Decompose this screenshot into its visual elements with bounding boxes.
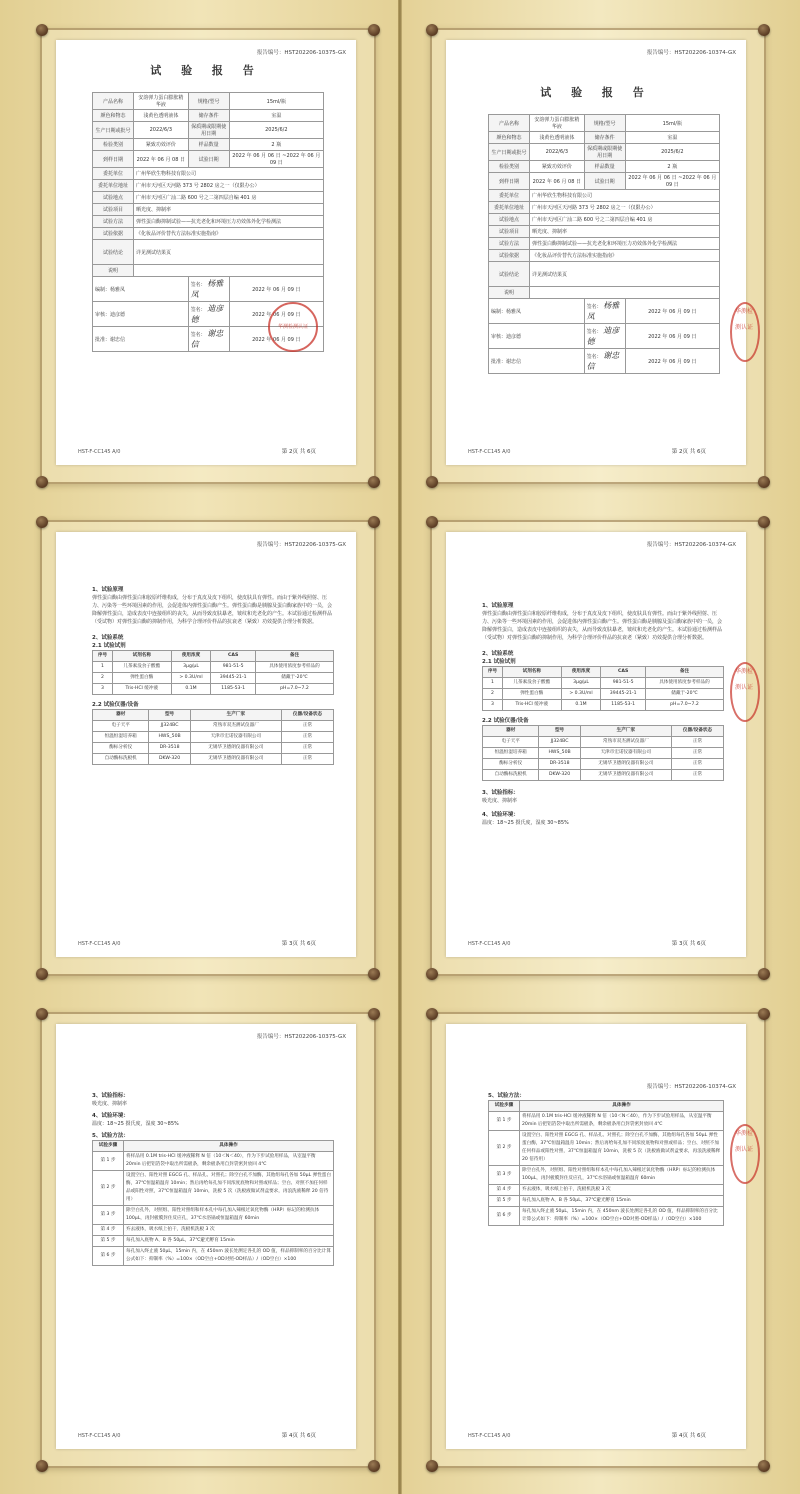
info-key: 规格/型号 xyxy=(188,93,229,110)
info-key: 试验项目 xyxy=(93,204,134,216)
screw-icon xyxy=(426,1460,438,1472)
screw-icon xyxy=(368,476,380,488)
table-row: 2 弹性蛋白酶 > 0.3U/ml 39445-21-1 储藏于-20℃ xyxy=(93,673,334,684)
display-frame xyxy=(40,1012,376,1468)
paragraph: 弹性蛋白酶由弹性蛋白和胶原纤维构成，分布于真皮及皮下组织，使皮肤具有弹性。而由于紫外线照射、压力、污染等一些环境因素的作用，会促进体内弹性蛋白酶产生。弹性蛋白酶是胰腺及蛋白酶家族中的一员，会降解弹性蛋白，造成表皮中连接组织的丧失，从而导致皮肤暴老，皱纹和光老化的产生。本试验通过检测样品（受试物）对弹性蛋白酶的抑制作用，为科学合理评价样品的抗衰老（紧致）功效提供合理分析数据。 xyxy=(92,595,333,625)
info-value: 15ml/瓶 xyxy=(229,93,323,110)
screw-icon xyxy=(426,1008,438,1020)
table-row: 电子天平 JJ324BC 常熟市双杰测试仪器厂 正常 xyxy=(483,737,724,748)
info-key: 试验依据 xyxy=(93,228,134,240)
display-frame xyxy=(40,28,376,484)
info-key: 样品数量 xyxy=(188,139,229,151)
report-page xyxy=(446,532,754,957)
subsection-heading: 2.2 试验仪器/设备 xyxy=(92,702,139,708)
report-page xyxy=(56,532,356,957)
screw-icon xyxy=(368,24,380,36)
info-value: 安韵弹力蛋白膨胀精华液 xyxy=(134,93,189,110)
sign-role: 批准：谢忠信 xyxy=(93,327,189,352)
footer-code: HST-F-CC145 A/0 xyxy=(468,449,511,455)
page-number: 第 4页 共 6页 xyxy=(671,1433,706,1439)
official-stamp: 华测检测认证 xyxy=(730,1124,760,1184)
info-value: 晒光度、抑制率 xyxy=(134,204,324,216)
screw-icon xyxy=(426,476,438,488)
info-key: 到样日期 xyxy=(93,151,134,168)
table-row: 恒温恒湿培养箱 HWS_50B 天津市宏诺仪器有限公司 正常 xyxy=(93,732,334,743)
info-key: 试验结论 xyxy=(93,240,134,265)
signature: 迪彦德 xyxy=(190,304,224,324)
signature: 杨雅凤 xyxy=(190,279,224,299)
signature: 谢忠信 xyxy=(586,351,620,371)
signature: 迪彦德 xyxy=(586,326,620,346)
table-row: 第 5 步 每孔加入底物 A、B 各 50μL，37℃避光孵育 15min xyxy=(489,1196,724,1207)
info-key: 试验方法 xyxy=(93,216,134,228)
page-number: 第 2页 共 6页 xyxy=(281,449,316,455)
screw-icon xyxy=(368,516,380,528)
reagent-table: 序号 试剂名称 使用浓度 CAS 备注 1 儿茶素没食子酸酯 3μg/μL 981-51-5 具体使用浓度参考样品的 2 弹性蛋白酶 > 0.3U/ml 39445-21-1 储藏于-20℃ 3 Tris-HCl 缓冲液 0.1M 1185-53-1 pH=7.0~7.2 xyxy=(482,666,724,711)
info-key: 委托单位地址 xyxy=(93,180,134,192)
table-row: 2 弹性蛋白酶 > 0.3U/ml 39445-21-1 储藏于-20℃ xyxy=(483,689,724,700)
table-row: 第 1 步 将样品用 0.1M tris-HCl 缓冲液稀释 N 倍（10＜N＜40），作为下步试验用样品，从室温平衡 20min 后把铝箔袋中取出所需板条，剩余板条用自封袋密封放回 4℃ xyxy=(93,1152,334,1171)
table-row: 3 Tris-HCl 缓冲液 0.1M 1185-53-1 pH=7.0~7.2 xyxy=(483,700,724,711)
table-row: 自动酶标洗板机 DKW-320 无锡华卫德朗仪器有限公司 正常 xyxy=(93,754,334,765)
sign-label: 签名： 迪彦德 xyxy=(188,302,229,327)
info-value: 广州市天河区天河路 373 号 2802 房之一（仅限办公） xyxy=(134,180,324,192)
info-value: 2022/6/3 xyxy=(134,122,189,139)
section-heading: 1、试验原理 xyxy=(92,587,124,593)
screw-icon xyxy=(758,516,770,528)
info-key: 试验地点 xyxy=(93,192,134,204)
table-row: 第 4 步 弃去液体，吸水纸上拍干，洗板机洗板 3 次 xyxy=(93,1225,334,1236)
footer-code: HST-F-CC145 A/0 xyxy=(468,1433,511,1439)
display-frame xyxy=(430,1012,766,1468)
table-row: 第 4 步 弃去液体，吸水纸上拍干，洗板机洗板 3 次 xyxy=(489,1185,724,1196)
table-row: 电子天平 JJ324BC 常熟市双杰测试仪器厂 正常 xyxy=(93,721,334,732)
report-number: 报告编号：HST202206-10374-GX xyxy=(646,50,736,56)
sign-label: 签名： 谢忠信 xyxy=(188,327,229,352)
info-value: 室温 xyxy=(229,110,323,122)
info-key: 试验日期 xyxy=(188,151,229,168)
screw-icon xyxy=(426,968,438,980)
table-row: 3 Tris-HCl 缓冲液 0.1M 1185-53-1 pH=7.0~7.2 xyxy=(93,684,334,695)
info-value: 2022 年 06 月 08 日 xyxy=(134,151,189,168)
report-page xyxy=(446,40,754,465)
info-value: 《化妆品评价替代方法标准实施指南》 xyxy=(134,228,324,240)
method-step-table: 试验步骤 具体操作 第 1 步 将样品用 0.1M tris-HCl 缓冲液稀释 N 倍（10＜N＜40），作为下步试验用样品，从室温平衡 20min 后把铝箔袋中取出所需板条，剩余板条用自封袋密封放回 4℃ 第 2 步 设置空白、阳性对照 EGCG 孔、样品孔、对照孔；除空白孔不加酶，其他组每孔各加 50μL 弹性蛋白酶，37℃恒温箱温育 10min；然后再给每孔加不同浓度底物和对照或样品；空白、对照不加任何样品或阳性对照，37℃恒温箱温育 10min，洗板 5 次（洗板液做试剂盒要求，再浪洗液稀释 20 倍待用） 第 3 步 除空白孔外，对照组、阳性对照组和样本孔中每孔加入辣根过氧化物酶（HRP）标记的检测抗体 100μL，再封板膜封住反应孔，37℃水浴锅或恒温箱温育 60min 第 4 步 弃去液体，吸水纸上拍干，洗板机洗板 3 次 第 5 步 每孔加入底物 A、B 各 50μL，37℃避光孵育 15min 第 6 步 每孔加入终止液 50μL，15min 内，在 450nm 波长处测定各孔的 OD 值，样品抑制率的百分比计算公式如下：抑制率（%）=100×（OD空白+OD对照-OD样品）/（OD空白）×100 xyxy=(92,1140,334,1266)
reagent-table: 序号 试剂名称 使用浓度 CAS 备注 1 儿茶素没食子酸酯 3μg/μL 981-51-5 具体使用浓度参考样品的 2 弹性蛋白酶 > 0.3U/ml 39445-21-1 储藏于-20℃ 3 Tris-HCl 缓冲液 0.1M 1185-53-1 pH=7.0~7.2 xyxy=(92,650,334,695)
info-value: 2022 年 06 月 06 日 ~2022 年 06 月 09 日 xyxy=(229,151,323,168)
report-title: 试 验 报 告 xyxy=(150,64,262,77)
screw-icon xyxy=(426,24,438,36)
screw-icon xyxy=(368,1460,380,1472)
table-row: 第 6 步 每孔加入终止液 50μL，15min 内，在 450nm 波长处测定各孔的 OD 值，样品抑制率的百分比计算公式如下：抑制率（%）=100×（OD空白+OD对照-OD样品）/（OD空白）×100 xyxy=(93,1247,334,1266)
section-method: 5、试验方法： 试验步骤 具体操作 第 1 步 将样品用 0.1M tris-HCl 缓冲液稀释 N 倍（10＜N＜40），作为下步试验用样品，从室温平衡 20min 后把铝箔袋中取出所需板条，剩余板条用自封袋密封放回 4℃ 第 2 步 设置空白、阳性对照 EGCG 孔、样品孔、对照孔；除空白孔不加酶，其他组每孔各加 50μL 弹性蛋白酶，37℃恒温箱温育 10min；然后再给每孔加不同浓度底物和对照或样品；空白、对照不加任何样品或阳性对照，37℃恒温箱温育 10min，洗板 5 次（洗板液做试剂盒要求，再浪洗液稀释 20 倍待用） 第 3 步 除空白孔外，对照组、阳性对照组和样本孔中每孔加入辣根过氧化物酶（HRP）标记的检测抗体 100μL，再封板膜封住反应孔，37℃水浴锅或恒温箱温育 60min 第 4 步 弃去液体，吸水纸上拍干，洗板机洗板 3 次 第 5 步 每孔加入底物 A、B 各 50μL，37℃避光孵育 15min 第 6 步 每孔加入终止液 50μL，15min 内，在 450nm 波长处测定各孔的 OD 值，样品抑制率的百分比计算公式如下：抑制率（%）=100×（OD空白+OD对照-OD样品）/（OD空白）×100 xyxy=(488,1092,724,1226)
official-stamp: 华测检测认证 xyxy=(730,302,760,362)
info-value: 2025/6/2 xyxy=(229,122,323,139)
sign-label: 签名： 杨雅凤 xyxy=(188,277,229,302)
table-row: 第 6 步 每孔加入终止液 50μL，15min 内，在 450nm 波长处测定各孔的 OD 值，样品抑制率的百分比计算公式如下：抑制率（%）=100×（OD空白+OD对照-OD样品）/（OD空白）×100 xyxy=(489,1207,724,1226)
signature: 谢忠信 xyxy=(190,329,224,349)
page-number: 第 2页 共 6页 xyxy=(671,449,706,455)
sign-role: 审核：迪彦德 xyxy=(93,302,189,327)
info-value: 详见测试结果页 xyxy=(134,240,324,265)
info-key: 产品名称 xyxy=(93,93,134,110)
sign-date: 2022 年 06 月 09 日 xyxy=(229,302,323,327)
report-page xyxy=(56,1024,356,1449)
report-page xyxy=(56,40,356,465)
screw-icon xyxy=(758,1008,770,1020)
info-value xyxy=(134,265,324,277)
display-frame xyxy=(40,520,376,976)
table-row: 酶标分析仪 DR-3518 无锡华卫德朗仪器有限公司 正常 xyxy=(483,759,724,770)
official-stamp: 华测检测认证 xyxy=(268,302,318,352)
screw-icon xyxy=(758,1460,770,1472)
footer-code: HST-F-CC145 A/0 xyxy=(468,941,511,947)
info-value: 浅黄色透明液体 xyxy=(134,110,189,122)
page-number: 第 4页 共 6页 xyxy=(281,1433,316,1439)
info-value: 弹性蛋白酶抑制试验——抗光老化和环境压力功效体外化学检测法 xyxy=(134,216,324,228)
report-number: 报告编号：HST202206-10374-GX xyxy=(646,542,736,548)
display-frame xyxy=(430,520,766,976)
footer-code: HST-F-CC145 A/0 xyxy=(78,449,121,455)
footer-code: HST-F-CC145 A/0 xyxy=(78,941,121,947)
signature: 杨雅凤 xyxy=(586,301,620,321)
info-key: 储存条件 xyxy=(188,110,229,122)
screw-icon xyxy=(36,476,48,488)
report-number: 报告编号：HST202206-10375-GX xyxy=(256,1034,346,1040)
screw-icon xyxy=(758,24,770,36)
center-divider xyxy=(398,0,402,1494)
screw-icon xyxy=(36,1008,48,1020)
screw-icon xyxy=(758,476,770,488)
display-frame xyxy=(430,28,766,484)
section-method: 3、试验指标： 吸光度、抑制率 4、试验环境： 温度：18~25 摄氏度，湿度 30~85% 5、试验方法： 试验步骤 具体操作 第 1 步 将样品用 0.1M tris-HCl 缓冲液稀释 N 倍（10＜N＜40），作为下步试验用样品，从室温平衡 20min 后把铝箔袋中取出所需板条，剩余板条用自封袋密封放回 4℃ 第 2 步 设置空白、阳性对照 EGCG 孔、样品孔、对照孔；除空白孔不加酶，其他组每孔各加 50μL 弹性蛋白酶，37℃恒温箱温育 10min；然后再给每孔加不同浓度底物和对照或样品；空白、对照不加任何样品或阳性对照，37℃恒温箱温育 10min，洗板 5 次（洗板液做试剂盒要求，再浪洗液稀释 20 倍待用） 第 3 步 除空白孔外，对照组、阳性对照组和样本孔中每孔加入辣根过氧化物酶（HRP）标记的检测抗体 100μL，再封板膜封住反应孔，37℃水浴锅或恒温箱温育 60min 第 4 步 弃去液体，吸水纸上拍干，洗板机洗板 3 次 第 5 步 每孔加入底物 A、B 各 50μL，37℃避光孵育 15min 第 6 步 每孔加入终止液 50μL，15min 内，在 450nm 波长处测定各孔的 OD 值，样品抑制率的百分比计算公式如下：抑制率（%）=100×（OD空白+OD对照-OD样品）/（OD空白）×100 xyxy=(92,1092,334,1266)
info-key: 保质期或限期使用日期 xyxy=(188,122,229,139)
info-key: 说明 xyxy=(93,265,134,277)
table-row: 酶标分析仪 DR-3518 无锡华卫德朗仪器有限公司 正常 xyxy=(93,743,334,754)
table-row: 自动酶标洗板机 DKW-320 无锡华卫德朗仪器有限公司 正常 xyxy=(483,770,724,781)
table-row: 1 儿茶素没食子酸酯 3μg/μL 981-51-5 具体使用浓度参考样品的 xyxy=(93,662,334,673)
table-row: 第 3 步 除空白孔外，对照组、阳性对照组和样本孔中每孔加入辣根过氧化物酶（HRP）标记的检测抗体 100μL，再封板膜封住反应孔，37℃水浴锅或恒温箱温育 60min xyxy=(489,1166,724,1185)
info-value: 紧致功效评价 xyxy=(134,139,189,151)
section-principle xyxy=(92,586,334,765)
table-row: 1 儿茶素没食子酸酯 3μg/μL 981-51-5 具体使用浓度参考样品的 xyxy=(483,678,724,689)
table-row: 恒温恒湿培养箱 HWS_50B 天津市宏诺仪器有限公司 正常 xyxy=(483,748,724,759)
info-value: 广州华欣生物科技有限公司 xyxy=(134,168,324,180)
screw-icon xyxy=(368,1008,380,1020)
info-value: 广州市天河区广汕二路 600 号之二第四层自编 401 房 xyxy=(134,192,324,204)
info-key: 生产日期或批号 xyxy=(93,122,134,139)
screw-icon xyxy=(36,1460,48,1472)
screw-icon xyxy=(426,516,438,528)
info-key: 检验类别 xyxy=(93,139,134,151)
table-row: 第 2 步 设置空白、阳性对照 EGCG 孔、样品孔、对照孔；除空白孔不加酶，其他组每孔各加 50μL 弹性蛋白酶，37℃恒温箱温育 10min；然后再给每孔加不同浓度底物和对照或样品；空白、对照不加任何样品或阳性对照，37℃恒温箱温育 10min，洗板 5 次（洗板液做试剂盒要求，再浪洗液稀释 20 倍待用） xyxy=(489,1131,724,1166)
info-value: 2 瓶 xyxy=(229,139,323,151)
method-step-table: 试验步骤 具体操作 第 1 步 将样品用 0.1M tris-HCl 缓冲液稀释 N 倍（10＜N＜40），作为下步试验用样品，从室温平衡 20min 后把铝箔袋中取出所需板条，剩余板条用自封袋密封放回 4℃ 第 2 步 设置空白、阳性对照 EGCG 孔、样品孔、对照孔；除空白孔不加酶，其他组每孔各加 50μL 弹性蛋白酶，37℃恒温箱温育 10min；然后再给每孔加不同浓度底物和对照或样品；空白、对照不加任何样品或阳性对照，37℃恒温箱温育 10min，洗板 5 次（洗板液做试剂盒要求，再浪洗液稀释 20 倍待用） 第 3 步 除空白孔外，对照组、阳性对照组和样本孔中每孔加入辣根过氧化物酶（HRP）标记的检测抗体 100μL，再封板膜封住反应孔，37℃水浴锅或恒温箱温育 60min 第 4 步 弃去液体，吸水纸上拍干，洗板机洗板 3 次 第 5 步 每孔加入底物 A、B 各 50μL，37℃避光孵育 15min 第 6 步 每孔加入终止液 50μL，15min 内，在 450nm 波长处测定各孔的 OD 值，样品抑制率的百分比计算公式如下：抑制率（%）=100×（OD空白+OD对照-OD样品）/（OD空白）×100 xyxy=(488,1100,724,1226)
info-key: 委托单位 xyxy=(93,168,134,180)
screw-icon xyxy=(36,516,48,528)
screw-icon xyxy=(368,968,380,980)
table-row: 第 2 步 设置空白、阳性对照 EGCG 孔、样品孔、对照孔；除空白孔不加酶，其他组每孔各加 50μL 弹性蛋白酶，37℃恒温箱温育 10min；然后再给每孔加不同浓度底物和对照或样品；空白、对照不加任何样品或阳性对照，37℃恒温箱温育 10min，洗板 5 次（洗板液做试剂盒要求，再浪洗液稀释 20 倍待用） xyxy=(93,1171,334,1206)
report-page xyxy=(446,1024,754,1449)
report-number: 报告编号：HST202206-10375-GX xyxy=(256,542,346,548)
report-title: 试 验 报 告 xyxy=(540,86,652,99)
device-table: 器材 型号 生产厂家 仪器/设备状态 电子天平 JJ324BC 常熟市双杰测试仪器厂 正常 恒温恒湿培养箱 HWS_50B 天津市宏诺仪器有限公司 正常 酶标分析仪 DR-3518 无锡华卫德朗仪器有限公司 正常 自动酶标洗板机 DKW-320 无锡华卫德朗仪器有限公司 正常 xyxy=(482,725,724,781)
report-number: 报告编号：HST202206-10374-GX xyxy=(646,1084,736,1090)
table-row: 第 5 步 每孔加入底物 A、B 各 50μL，37℃避光孵育 15min xyxy=(93,1236,334,1247)
section-heading: 2、试验系统 xyxy=(92,635,124,641)
sign-date: 2022 年 06 月 09 日 xyxy=(229,277,323,302)
report-number: 报告编号：HST202206-10375-GX xyxy=(256,50,346,56)
page-number: 第 3页 共 6页 xyxy=(281,941,316,947)
table-row: 第 3 步 除空白孔外，对照组、阳性对照组和样本孔中每孔加入辣根过氧化物酶（HRP）标记的检测抗体 100μL，再封板膜封住反应孔，37℃水浴锅或恒温箱温育 60min xyxy=(93,1206,334,1225)
report-info-table: 产品名称 安韵弹力蛋白膨胀精华液 规格/型号 15ml/瓶 颜色和物态 浅黄色透明液体 储存条件 室温 生产日期或批号 2022/6/3 保质期或限期使用日期 2025/6/2 检验类别 紧致功效评价 样品数量 2 瓶 到样日期 2022 年 06 月 08 日 试验日期 2022 年 06 月 06 日 ~2022 年 06 月 09 日 委托单位 广州华欣生物科技有限公司 委托单位地址 广州市天河区天河路 373 号 2802 房之一（仅限办公） 试验地点 广州市天河区广汕二路 600 号之二第四层自编 401 房 试验项目 晒光度、抑制率 试验方法 弹性蛋白酶抑制试验——抗光老化和环境压力功效体外化学检测法 试验依据 《化妆品评价替代方法标准实施指南》 试验结论 详见测试结果页 说明 编制：杨雅凤 签名： 杨雅凤 2022 年 06 月 09 日 审核：迪彦德 签名： 迪彦德 2022 年 06 月 09 日 批准：谢忠信 签名： 谢忠信 2022 年 06 月 09 日 xyxy=(488,114,720,374)
screw-icon xyxy=(758,968,770,980)
sign-date: 2022 年 06 月 09 日 xyxy=(229,327,323,352)
info-key: 颜色和物态 xyxy=(93,110,134,122)
screw-icon xyxy=(36,24,48,36)
footer-code: HST-F-CC145 A/0 xyxy=(78,1433,121,1439)
official-stamp: 华测检测认证 xyxy=(730,662,760,722)
subsection-heading: 2.1 试验试剂 xyxy=(92,643,126,649)
screw-icon xyxy=(36,968,48,980)
section-principle: 1、试验原理 弹性蛋白酶由弹性蛋白和胶原纤维构成，分布于真皮及皮下组织，使皮肤具有弹性。而由于紫外线照射、压力、污染等一些环境因素的作用，会促进体内弹性蛋白酶产生。弹性蛋白酶是胰腺及蛋白酶家族中的一员，会降解弹性蛋白，造成表皮中连接组织的丧失，从而导致皮肤暴老，皱纹和光老化的产生。本试验通过检测样品（受试物）对弹性蛋白酶的抑制作用，为科学合理评价样品的抗衰老（紧致）功效提供合理分析数据。 2、试验系统 2.1 试验试剂 序号 试剂名称 使用浓度 CAS 备注 1 儿茶素没食子酸酯 3μg/μL 981-51-5 具体使用浓度参考样品的 2 弹性蛋白酶 > 0.3U/ml 39445-21-1 储藏于-20℃ 3 Tris-HCl 缓冲液 0.1M 1185-53-1 pH=7.0~7.2 2.2 试验仪器/设备 器材 型号 生产厂家 仪器/设备状态 电子天平 JJ324BC 常熟市双杰测试仪器厂 正常 恒温恒湿培养箱 HWS_50B 天津市宏诺仪器有限公司 正常 酶标分析仪 DR-3518 无锡华卫德朗仪器有限公司 正常 自动酶标洗板机 DKW-320 无锡华卫德朗仪器有限公司 正常 3、试验指标： 吸光度、抑制率 4、试验环境： 温度：18~25 摄氏度，湿度 30~85% xyxy=(482,603,723,826)
device-table: 器材 型号 生产厂家 仪器/设备状态 电子天平 JJ324BC 常熟市双杰测试仪器厂 正常 恒温恒湿培养箱 HWS_50B 天津市宏诺仪器有限公司 正常 酶标分析仪 DR-3518 无锡华卫德朗仪器有限公司 正常 自动酶标洗板机 DKW-320 无锡华卫德朗仪器有限公司 正常 xyxy=(92,709,334,765)
page-number: 第 3页 共 6页 xyxy=(671,941,706,947)
table-row: 第 1 步 将样品用 0.1M tris-HCl 缓冲液稀释 N 倍（10＜N＜40），作为下步试验用样品，从室温平衡 20min 后把铝箔袋中取出所需板条，剩余板条用自封袋密封放回 4℃ xyxy=(489,1112,724,1131)
sign-role: 编制：杨雅凤 xyxy=(93,277,189,302)
